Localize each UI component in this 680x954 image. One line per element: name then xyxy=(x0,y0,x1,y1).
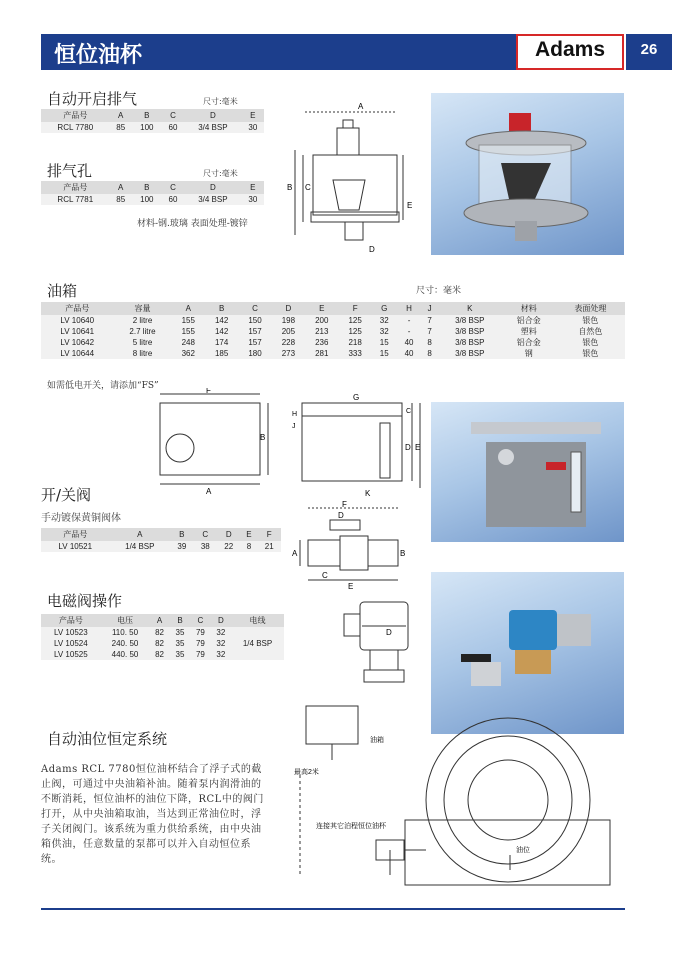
col-header: C xyxy=(252,304,258,313)
table-row xyxy=(41,122,264,133)
col-header: G xyxy=(381,304,388,313)
table-cell: 铝合金 xyxy=(516,316,541,325)
dim-label: A xyxy=(292,549,298,558)
table-cell: 155 xyxy=(181,327,195,336)
table-cell: 79 xyxy=(195,650,205,659)
dim-label: E xyxy=(415,443,421,452)
diagram-label: 油位 xyxy=(516,847,530,854)
oil-cup-photo xyxy=(431,93,624,255)
table-cell: 30 xyxy=(248,123,258,132)
table-cell: 180 xyxy=(248,349,262,358)
col-header: A xyxy=(118,183,124,192)
table-cell: 15 xyxy=(379,349,389,358)
table-cell: 39 xyxy=(177,542,187,551)
table-cell: 2.7 litre xyxy=(129,327,156,336)
col-header: A xyxy=(156,616,163,625)
table-cell: 213 xyxy=(315,327,329,336)
table-cell: 8 xyxy=(427,349,432,358)
table-cell xyxy=(231,627,284,638)
table-cell: 228 xyxy=(281,338,296,347)
spec-table-solenoid xyxy=(41,614,284,660)
col-header: B xyxy=(177,616,183,625)
table-cell: 236 xyxy=(315,338,329,347)
table-cell: 22 xyxy=(224,542,234,551)
col-header: D xyxy=(209,183,216,192)
section-title-auto-vent: 自动开启排气 xyxy=(47,90,138,108)
col-header: 产品号 xyxy=(63,183,88,192)
table-cell: LV 10524 xyxy=(54,639,88,648)
table-cell: LV 10525 xyxy=(54,650,88,659)
dim-label: H xyxy=(292,411,298,418)
table-cell: RCL 7780 xyxy=(57,123,94,132)
dim-label: B xyxy=(400,549,406,558)
table-cell: 塑料 xyxy=(520,327,537,336)
system-description: Adams RCL 7780恒位油杯结合了浮子式的截止阀，可通过中央油箱补油。随着泵内润滑油的不断消耗，恒位油杯的油位下降，RCL中的阀门打开，从中央油箱取油，当达到正常油位时，浮子关闭阀门。该系统为重力供给系统，由中央油箱供油，任意数量的泵都可以并入自动恒位系统。 xyxy=(41,764,264,865)
table-cell: 110. 50 xyxy=(111,628,139,637)
unit-label: 尺寸：毫米 xyxy=(416,286,462,296)
table-cell: LV 10523 xyxy=(54,628,88,637)
col-header: H xyxy=(406,304,412,313)
table-cell: 362 xyxy=(181,349,195,358)
dim-label: D xyxy=(386,628,392,637)
table-row xyxy=(41,194,264,205)
dim-label: J xyxy=(292,423,296,430)
dim-label: C xyxy=(322,571,328,580)
section-title-solenoid: 电磁阀操作 xyxy=(47,592,123,610)
section-title-vent-hole: 排气孔 xyxy=(47,162,93,180)
dim-label: D xyxy=(405,443,411,452)
table-cell: 32 xyxy=(379,327,389,336)
table-cell: 100 xyxy=(140,195,154,204)
table-cell: 281 xyxy=(315,349,329,358)
oil-cup-illustration xyxy=(431,93,624,255)
table-cell: 8 litre xyxy=(132,349,153,358)
table-cell: 38 xyxy=(200,542,210,551)
col-header: 电压 xyxy=(117,616,133,625)
table-row xyxy=(41,627,284,638)
dim-label: E xyxy=(407,201,413,210)
table-cell: 3/4 BSP xyxy=(198,123,228,132)
table-cell: LV 10642 xyxy=(60,338,95,347)
table-cell: 205 xyxy=(281,327,296,336)
table-cell: 35 xyxy=(175,650,185,659)
col-header: 产品号 xyxy=(58,616,83,625)
dim-label: C xyxy=(406,408,412,415)
table-cell: 174 xyxy=(214,338,229,347)
dim-label: B xyxy=(287,183,293,192)
dim-label: K xyxy=(365,489,371,498)
oil-cup-drawing xyxy=(285,100,425,255)
table-cell: 82 xyxy=(155,639,164,648)
unit-label: 尺寸:毫米 xyxy=(203,169,238,178)
table-cell: 200 xyxy=(315,316,329,325)
col-header: C xyxy=(170,183,176,192)
spec-table-rcl7780 xyxy=(41,109,264,133)
col-header: F xyxy=(266,530,272,539)
table-cell: LV 10640 xyxy=(60,316,95,325)
table-cell: 3/8 BSP xyxy=(455,349,485,358)
table-cell: 440. 50 xyxy=(111,650,139,659)
table-cell: 150 xyxy=(248,316,262,325)
table-cell: 60 xyxy=(168,123,178,132)
system-diagram xyxy=(280,700,620,900)
table-cell: 自然色 xyxy=(578,327,603,336)
reservoir-drawing xyxy=(150,388,430,498)
table-cell: 82 xyxy=(155,650,164,659)
col-header: 表面处理 xyxy=(574,304,607,313)
table-cell: 125 xyxy=(348,327,362,336)
col-header: J xyxy=(427,304,432,313)
table-cell: RCL 7781 xyxy=(57,195,94,204)
dim-label: G xyxy=(353,393,360,402)
diagram-label: 最高2米 xyxy=(294,769,319,776)
col-header: D xyxy=(285,304,292,313)
col-header: B xyxy=(218,304,225,313)
table-cell: 1/4 BSP xyxy=(125,542,155,551)
table-cell: 32 xyxy=(216,639,226,648)
unit-label: 尺寸:毫米 xyxy=(203,97,238,106)
col-header: 产品号 xyxy=(65,304,90,313)
table-cell: 2 litre xyxy=(132,316,153,325)
table-cell: 185 xyxy=(214,349,229,358)
table-cell: 3/8 BSP xyxy=(455,316,485,325)
table-cell: 142 xyxy=(214,327,229,336)
spec-table-reservoir xyxy=(41,302,625,359)
table-cell: 银色 xyxy=(582,349,599,358)
table-cell: 198 xyxy=(281,316,296,325)
table-cell xyxy=(231,649,284,660)
valve-subtitle: 手动镀保黄铜阀体 xyxy=(41,513,121,524)
dim-label: C xyxy=(305,183,311,192)
table-cell: 79 xyxy=(195,639,205,648)
table-cell: 333 xyxy=(348,349,362,358)
dim-label: B xyxy=(260,433,266,442)
table-cell: 85 xyxy=(116,195,126,204)
col-header: 电线 xyxy=(249,616,266,625)
table-cell: - xyxy=(407,316,411,325)
col-header: 材料 xyxy=(520,304,537,313)
table-cell: 35 xyxy=(175,639,185,648)
table-row xyxy=(41,541,281,552)
table-cell: 82 xyxy=(155,628,164,637)
table-cell: 142 xyxy=(214,316,229,325)
col-header: D xyxy=(225,530,232,539)
dim-label: D xyxy=(338,511,344,520)
col-header: B xyxy=(144,183,150,192)
col-header: E xyxy=(246,530,252,539)
table-cell: 32 xyxy=(216,650,226,659)
table-cell: 3/4 BSP xyxy=(198,195,228,204)
table-cell: 银色 xyxy=(582,338,599,347)
reservoir-illustration xyxy=(431,402,624,542)
dim-label: F xyxy=(206,388,211,395)
col-header: D xyxy=(217,616,224,625)
solenoid-drawing xyxy=(330,590,430,690)
col-header: 产品号 xyxy=(63,530,88,539)
valve-drawing xyxy=(288,500,423,590)
col-header: E xyxy=(319,304,325,313)
table-cell: 60 xyxy=(168,195,178,204)
section-title-valve: 开/关阀 xyxy=(41,486,92,504)
dim-label: D xyxy=(369,245,375,254)
table-cell: 铝合金 xyxy=(516,338,541,347)
col-header: 容量 xyxy=(134,304,151,313)
spec-table-valve xyxy=(41,528,281,552)
table-cell: 218 xyxy=(348,338,362,347)
table-cell: 125 xyxy=(348,316,362,325)
table-row xyxy=(41,649,284,660)
table-cell: 40 xyxy=(404,349,414,358)
table-cell: 3/8 BSP xyxy=(455,327,485,336)
table-row xyxy=(41,348,625,359)
table-row xyxy=(41,326,625,337)
table-cell: 银色 xyxy=(582,316,599,325)
col-header: C xyxy=(197,616,204,625)
table-row xyxy=(41,337,625,348)
col-header: F xyxy=(352,304,358,313)
spec-table-rcl7781 xyxy=(41,181,264,205)
footer-rule xyxy=(41,908,625,910)
diagram-label: 连接其它泊程恒位油杯 xyxy=(316,823,386,830)
col-header: K xyxy=(467,304,473,313)
section-title-reservoir: 油箱 xyxy=(47,282,78,300)
col-header: E xyxy=(250,111,256,120)
dim-label: E xyxy=(348,582,354,590)
float-switch-note: 如需低电开关，请添加“FS” xyxy=(47,381,159,391)
table-cell: 157 xyxy=(248,338,262,347)
table-cell: 273 xyxy=(281,349,296,358)
table-cell: 3/8 BSP xyxy=(455,338,485,347)
col-header: 产品号 xyxy=(63,111,88,120)
page-title: 恒位油杯 xyxy=(54,43,143,68)
table-cell: 15 xyxy=(379,338,389,347)
table-cell: 30 xyxy=(248,195,258,204)
table-cell: 240. 50 xyxy=(111,639,139,648)
table-cell: 85 xyxy=(116,123,126,132)
col-header: C xyxy=(170,111,176,120)
table-cell: 7 xyxy=(427,327,432,336)
col-header: C xyxy=(202,530,209,539)
col-header: B xyxy=(179,530,185,539)
table-cell: 155 xyxy=(181,316,195,325)
table-cell: 157 xyxy=(248,327,262,336)
table-cell: 7 xyxy=(427,316,432,325)
table-row xyxy=(41,638,284,649)
table-cell: 8 xyxy=(246,542,252,551)
table-cell: LV 10644 xyxy=(60,349,95,358)
table-cell: 40 xyxy=(404,338,414,347)
page-number: 26 xyxy=(640,41,658,58)
table-cell: 79 xyxy=(195,628,205,637)
col-header: B xyxy=(144,111,150,120)
material-note: 材料-钢.玻璃 表面处理-镀锌 xyxy=(137,219,248,229)
col-header: A xyxy=(185,304,191,313)
dim-label: A xyxy=(358,102,364,111)
table-cell: - xyxy=(407,327,411,336)
section-title-auto-system: 自动油位恒定系统 xyxy=(47,730,168,748)
col-header: A xyxy=(137,530,143,539)
table-cell: 8 xyxy=(427,338,432,347)
reservoir-photo xyxy=(431,402,624,542)
table-cell: 21 xyxy=(264,542,274,551)
table-cell: 248 xyxy=(181,338,195,347)
table-cell: 35 xyxy=(175,628,185,637)
table-cell: 100 xyxy=(140,123,154,132)
col-header: E xyxy=(250,183,256,192)
table-cell: LV 10521 xyxy=(58,542,93,551)
table-row xyxy=(41,315,625,326)
dim-label: F xyxy=(342,500,347,509)
dim-label: A xyxy=(206,487,212,496)
table-cell: 1/4 BSP xyxy=(242,639,273,648)
reservoir-rows xyxy=(41,315,625,359)
diagram-label: 油箱 xyxy=(370,737,384,744)
table-cell: 钢 xyxy=(524,349,533,358)
col-header: A xyxy=(118,111,124,120)
table-cell: 32 xyxy=(379,316,389,325)
table-cell: 5 litre xyxy=(132,338,153,347)
brand-logo: Adams xyxy=(534,38,606,61)
col-header: D xyxy=(209,111,216,120)
table-cell: LV 10641 xyxy=(60,327,95,336)
table-cell: 32 xyxy=(216,628,226,637)
